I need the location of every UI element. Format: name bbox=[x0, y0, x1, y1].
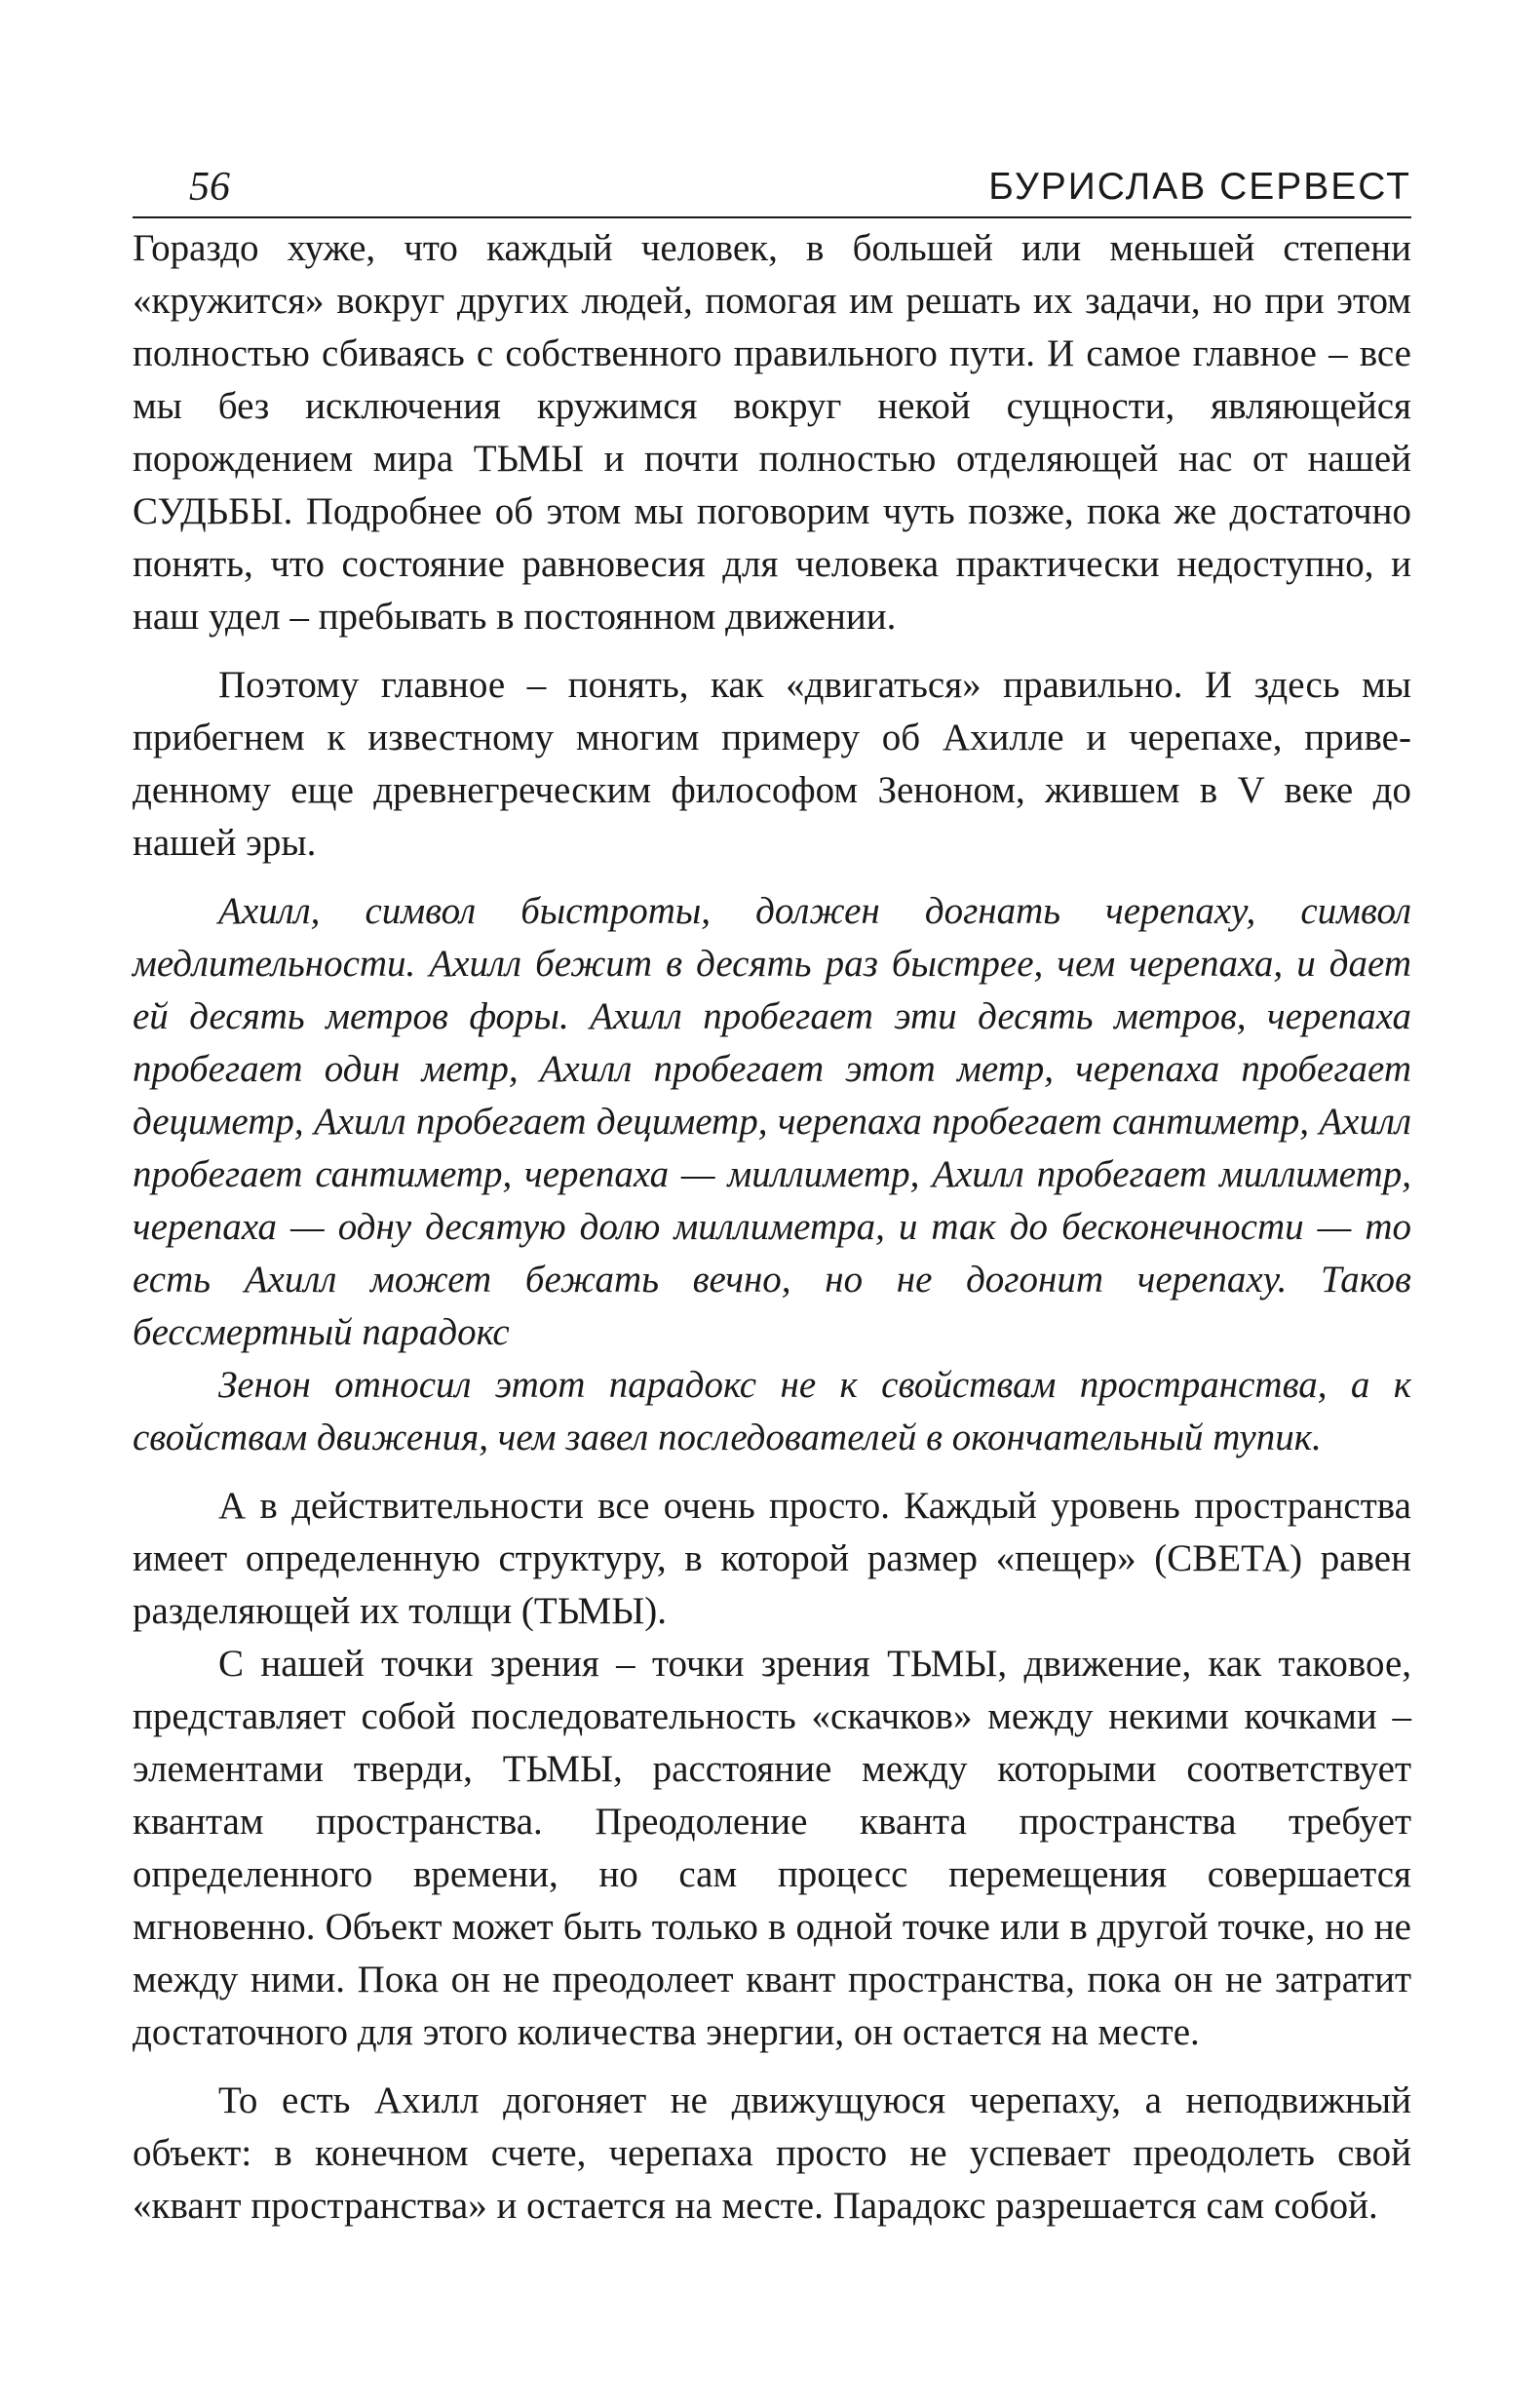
paragraph-intro: Гораздо хуже, что каждый человек, в большей или меньшей степени «кружится» вокруг других людей, помогая им решать их задачи, но при этом полностью сбиваясь с собственного правильного пути. И самое главное – все мы без исключения кружимся вокруг некой сущности, являющейся порождением мира ТЬМЫ и почти полностью отделяющей нас от нашей СУДЬБЫ. Подробнее об этом мы поговорим чуть позже, пока же достаточно понять, что состояние равновесия для человека практически недоступно, и наш удел – пребывать в постоянном движении. bbox=[133, 227, 1411, 638]
paragraph-quote-zeno: Зенон относил этот парадокс не к свойствам пространства, а к свойствам движения, чем завел последователей в окончательный тупик. bbox=[133, 1364, 1411, 1458]
paragraph-space-structure: А в действительности все очень просто. Каждый уровень пространства имеет определенную структуру, в которой размер «пещер» (СВЕТА) равен разделяющей их толщи (ТЬМЫ). bbox=[133, 1485, 1411, 1632]
running-head-author: БУРИСЛАВ СЕРВЕСТ bbox=[988, 166, 1411, 208]
page-number: 56 bbox=[189, 165, 230, 210]
paragraph-quote-paradox: Ахилл, символ быстроты, должен догнать черепаху, символ медлительности. Ахилл бежит в десять раз быстрее, чем черепаха, и дает ей десять метров форы. Ахилл пробегает эти десять метров, черепаха пробегает один метр, Ахилл пробегает этот метр, черепаха пробегает дециметр, Ахилл пробегает дециметр, черепаха пробегает сантиметр, Ахилл пробегает сантиметр, черепаха — миллиметр, Ахилл пробегает миллиметр, черепаха — одну десятую долю миллиметра, и так до бесконечности — то есть Ахилл может бежать вечно, но не догонит черепаху. Таков бессмертный парадокс bbox=[133, 890, 1411, 1353]
paragraph-resolution: То есть Ахилл догоняет не движущуюся черепаху, а неподвижный объект: в конечном счете, черепаха просто не успевает преодолеть свой «квант пространства» и остается на месте. Парадокс разрешается сам собой. bbox=[133, 2079, 1411, 2227]
running-head bbox=[133, 148, 1411, 218]
paragraph-achilles-intro: Поэтому главное – понять, как «двигаться» правильно. И здесь мы прибегнем к известному многим примеру об Ахилле и черепахе, приведенному еще древнегреческим философом Зеноном, жившем в V веке до нашей эры. bbox=[133, 664, 1411, 864]
body-text bbox=[133, 222, 1411, 2233]
paragraph-motion: С нашей точки зрения – точки зрения ТЬМЫ, движение, как таковое, представляет собой последовательность «скачков» между некими кочками – элементами тверди, ТЬМЫ, расстояние между которыми соответствует квантам пространства. Преодоление кванта пространства требует определенного времени, но сам процесс перемещения совершается мгновенно. Объект может быть только в одной точке или в другой точке, но не между ними. Пока он не преодолеет квант пространства, пока он не затратит достаточного для этого количества энергии, он остается на месте. bbox=[133, 1643, 1411, 2053]
